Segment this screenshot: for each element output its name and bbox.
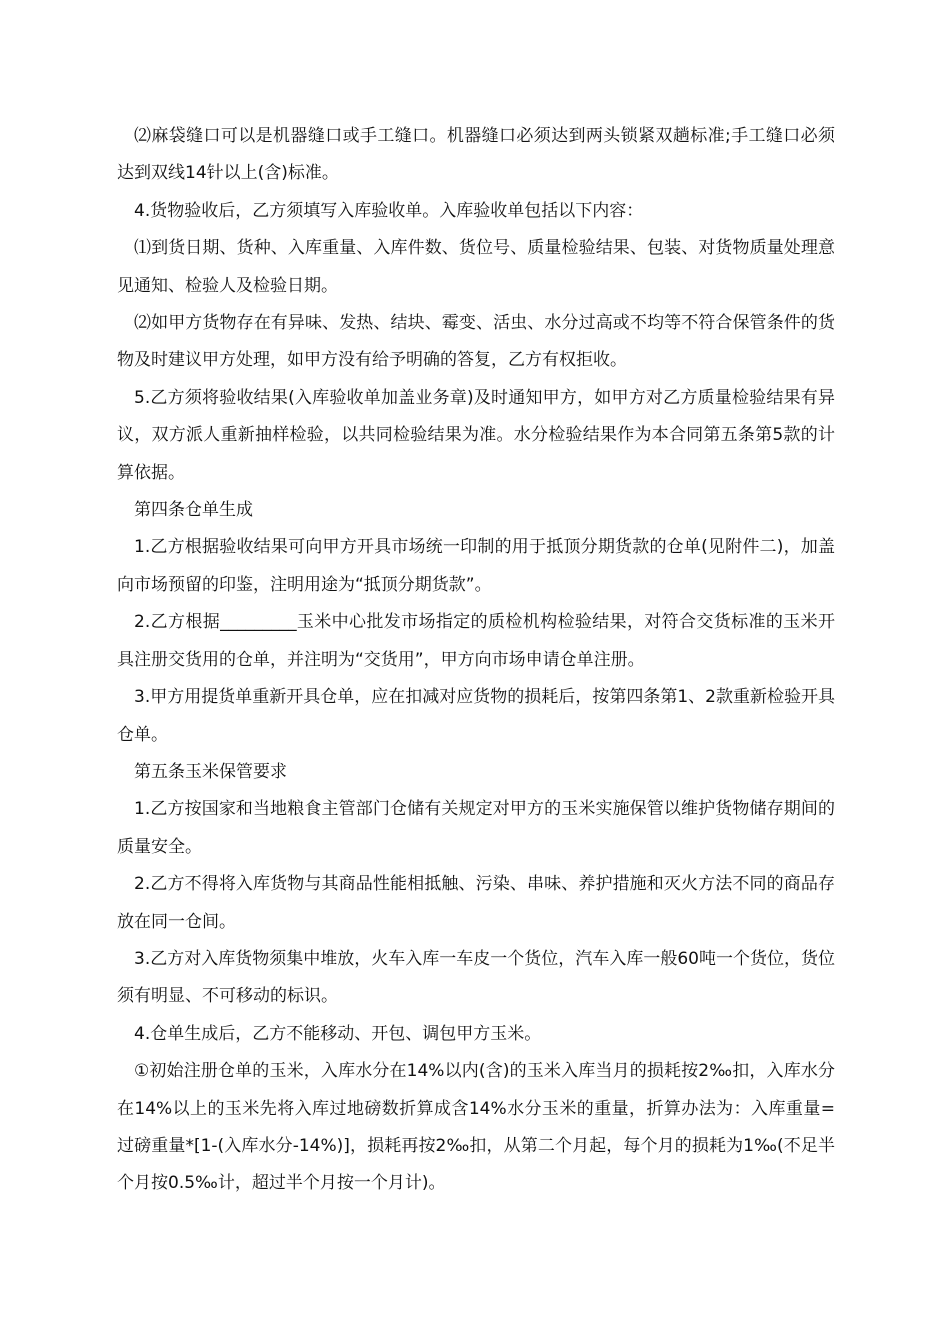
paragraph-subitem-2: ⑵如甲方货物存在有异味、发热、结块、霉变、活虫、水分过高或不均等不符合保管条件的货物及时建议甲方处理，如甲方没有给予明确的答复，乙方有权拒收。 (117, 313, 835, 371)
paragraph-article-5-item-1: 1.乙方按国家和当地粮食主管部门仓储有关规定对甲方的玉米实施保管以维护货物储存期间的质量安全。 (117, 799, 835, 857)
paragraph-article-4-item-1: 1.乙方根据验收结果可向甲方开具市场统一印制的用于抵顶分期货款的仓单(见附件二)，加盖向市场预留的印鉴，注明用途为“抵顶分期货款”。 (117, 537, 835, 595)
section-heading-article-5: 第五条玉米保管要求 (134, 761, 287, 782)
paragraph-loss-calculation: ①初始注册仓单的玉米，入库水分在14%以内(含)的玉米入库当月的损耗按2‰扣，入库水分在14%以上的玉米先将入库过地磅数折算成含14%水分玉米的重量，折算办法为：入库重量=过磅重量*[1-(入库水分-14%)]，损耗再按2‰扣，从第二个月起，每个月的损耗为1‰(不足半个月按0.5‰计，超过半个月按一个月计)。 (117, 1061, 835, 1194)
paragraph-article-4-item-3: 3.甲方用提货单重新开具仓单，应在扣减对应货物的损耗后，按第四条第1、2款重新检验开具仓单。 (117, 687, 835, 745)
paragraph-article-5-item-3: 3.乙方对入库货物须集中堆放，火车入库一车皮一个货位，汽车入库一般60吨一个货位，货位须有明显、不可移动的标识。 (117, 948, 835, 1007)
paragraph-item-4: 4.货物验收后，乙方须填写入库验收单。入库验收单包括以下内容： (134, 200, 644, 221)
section-heading-article-4: 第四条仓单生成 (134, 500, 253, 521)
paragraph-item-5: 5.乙方须将验收结果(入库验收单加盖业务章)及时通知甲方，如甲方对乙方质量检验结果有异议，双方派人重新抽样检验，以共同检验结果为准。水分检验结果作为本合同第五条第5款的计算依据。 (117, 387, 835, 483)
paragraph-article-5-item-2: 2.乙方不得将入库货物与其商品性能相抵触、污染、串味、养护措施和灭火方法不同的商品存放在同一仓间。 (117, 874, 835, 932)
paragraph-subitem-1: ⑴到货日期、货种、入库重量、入库件数、货位号、质量检验结果、包装、对货物质量处理意见通知、检验人及检验日期。 (117, 238, 835, 296)
paragraph-article-4-item-2: 2.乙方根据_________玉米中心批发市场指定的质检机构检验结果，对符合交货标准的玉米开具注册交货用的仓单，并注明为“交货用”，甲方向市场申请仓单注册。 (117, 612, 835, 670)
paragraph-sack-sewing: ⑵麻袋缝口可以是机器缝口或手工缝口。机器缝口必须达到两头锁紧双趟标准;手工缝口必须达到双线14针以上(含)标准。 (117, 126, 835, 184)
document-page (117, 118, 835, 1203)
paragraph-article-5-item-4: 4.仓单生成后，乙方不能移动、开包、调包甲方玉米。 (134, 1023, 542, 1044)
